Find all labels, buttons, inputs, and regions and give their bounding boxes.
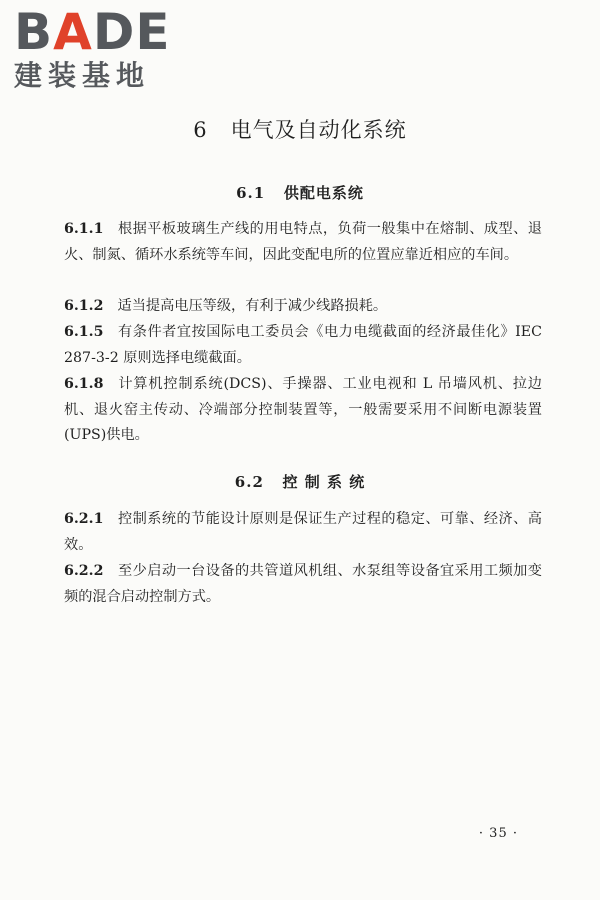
clause-6-1-8 [64, 372, 542, 449]
clause-text: 计算机控制系统(DCS)、手操器、工业电视和 L 吊墙风机、拉边机、退火窑主传动、冷端部分控制装置等，一般需要采用不间断电源装置(UPS)供电。 [64, 376, 542, 443]
clause-number: 6.1.5 [64, 324, 104, 340]
clause-number: 6.2.1 [64, 511, 104, 527]
clause-text: 根据平板玻璃生产线的用电特点，负荷一般集中在熔制、成型、退火、制氮、循环水系统等车间，因此变配电所的位置应靠近相应的车间。 [64, 221, 542, 263]
clause-number: 6.1.2 [64, 298, 104, 314]
clause-6-1-5 [64, 320, 542, 371]
clause-number: 6.1.8 [64, 376, 104, 392]
logo-subtitle: 建装基地 [14, 59, 151, 92]
clause-text: 控制系统的节能设计原则是保证生产过程的稳定、可靠、经济、高效。 [64, 511, 542, 553]
section-title-6-1: 6.1 供配电系统 [236, 184, 364, 202]
clause-6-1-2 [64, 294, 542, 320]
clause-6-2-2 [64, 559, 542, 610]
bade-logo [14, 3, 184, 92]
clause-6-2-1 [64, 507, 542, 558]
logo-accent-letter: A [53, 3, 93, 61]
section-title-6-2: 6.2 控 制 系 统 [234, 473, 366, 491]
clause-number: 6.1.1 [64, 221, 104, 237]
page-number: · 35 · [478, 826, 518, 841]
clause-number: 6.2.2 [64, 563, 104, 579]
clause-text: 有条件者宜按国际电工委员会《电力电缆截面的经济最佳化》IEC 287-3-2 原则选择电缆截面。 [64, 324, 542, 366]
clause-text: 至少启动一台设备的共管道风机组、水泵组等设备宜采用工频加变频的混合启动控制方式。 [64, 563, 542, 605]
chapter-title: 6 电气及自动化系统 [193, 118, 407, 142]
logo-wordmark: BADE [14, 3, 171, 61]
clause-6-1-1 [64, 217, 542, 268]
clause-text: 适当提高电压等级，有利于减少线路损耗。 [117, 298, 388, 314]
